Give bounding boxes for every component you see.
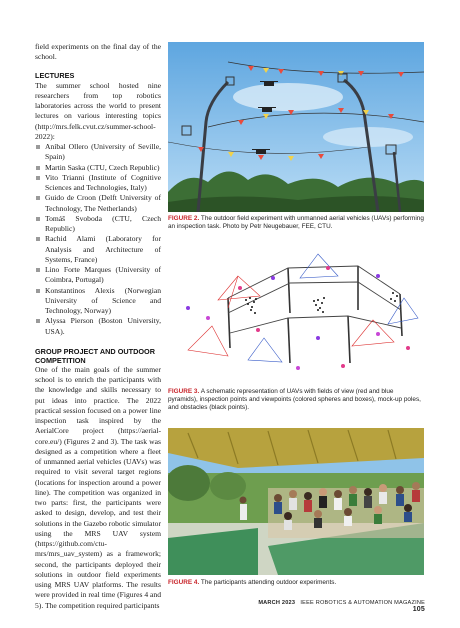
bullet-icon <box>36 268 40 272</box>
bullet-icon <box>36 196 40 200</box>
bullet-icon <box>36 289 40 293</box>
page-number: 105 <box>412 606 425 613</box>
bullet-icon <box>36 145 40 149</box>
bullet-icon <box>36 217 40 221</box>
list-item: Martin Saska (CTU, Czech Republic) <box>35 163 161 173</box>
intro-paragraph: field experiments on the final day of the school. <box>35 42 161 62</box>
magazine-name: IEEE ROBOTICS & AUTOMATION MAGAZINE <box>300 600 425 606</box>
left-column <box>35 42 161 611</box>
list-item: Rachid Alami (Laboratory for Analysis and Architecture of Systems, France) <box>35 234 161 265</box>
list-item: Alyssa Pierson (Boston University, USA). <box>35 316 161 337</box>
figure-2-photo <box>168 42 424 212</box>
list-item: Vito Trianni (Institute of Cognitive Sciences and Technologies, Italy) <box>35 173 161 194</box>
lectures-paragraph: The summer school hosted nine researchers from top robotics laboratories across the world to present lectures on various interesting topics (http://mrs.felk.cvut.cz/summer-school-2022): <box>35 80 161 141</box>
lecturers-list <box>35 142 161 337</box>
figure-3-schematic <box>168 238 424 383</box>
group-project-heading: GROUP PROJECT AND OUTDOOR COMPETITION <box>35 346 156 365</box>
issue-date: MARCH 2023 <box>258 600 296 606</box>
list-item: Tomáš Svoboda (CTU, Czech Republic) <box>35 214 161 235</box>
group-project-paragraph: One of the main goals of the summer school is to enrich the participants with the knowledge and skills necessary to put ideas into practice. The 2022 practical session focused on a power line inspection task inspired by the AerialCore project (https://aerial-core.eu/) (Figures 2 and 3). The task was designed as a competition where a fleet of unmanned aerial vehicles (UAVs) was required to visit several target regions (locations for inspection around a power line). The competition was organized in two parts: first, the participants were asked to design, develop, and test their solutions in the Gazebo robotic simulator using the MRS UAV system (https://github.com/ctu-mrs/mrs_uav_system) as a framework; second, the participants deployed their solutions in outdoor field experiments using MRS UAV platforms. The results were provided in real time (Figures 4 and 5). The competition required participants <box>35 364 161 610</box>
list-item: Lino Forte Marques (University of Coimbra, Portugal) <box>35 265 161 286</box>
list-item: Aníbal Ollero (University of Seville, Spain) <box>35 142 161 163</box>
bullet-icon <box>36 237 40 241</box>
figure-2-caption: FIGURE 2. The outdoor field experiment with unmanned aerial vehicles (UAVs) performing an inspection task. Photo by Petr Neugebauer, FEE, CTU. <box>168 215 424 231</box>
page-footer <box>250 600 425 613</box>
bullet-icon <box>36 166 40 170</box>
bullet-icon <box>36 319 40 323</box>
lectures-heading: LECTURES <box>35 70 75 80</box>
figure-4-photo <box>168 428 424 575</box>
bullet-icon <box>36 176 40 180</box>
figure-4-caption: FIGURE 4. The participants attending outdoor experiments. <box>168 579 337 586</box>
list-item: Konstantinos Alexis (Norwegian University of Science and Technology, Norway) <box>35 286 161 317</box>
figure-3-caption: FIGURE 3. A schematic representation of UAVs with fields of view (red and blue pyramids), inspection points and viewpoints (colored spheres and boxes), mock-up poles, and obstacles (black points). <box>168 388 421 412</box>
list-item: Guido de Croon (Delft University of Technology, The Netherlands) <box>35 193 161 214</box>
